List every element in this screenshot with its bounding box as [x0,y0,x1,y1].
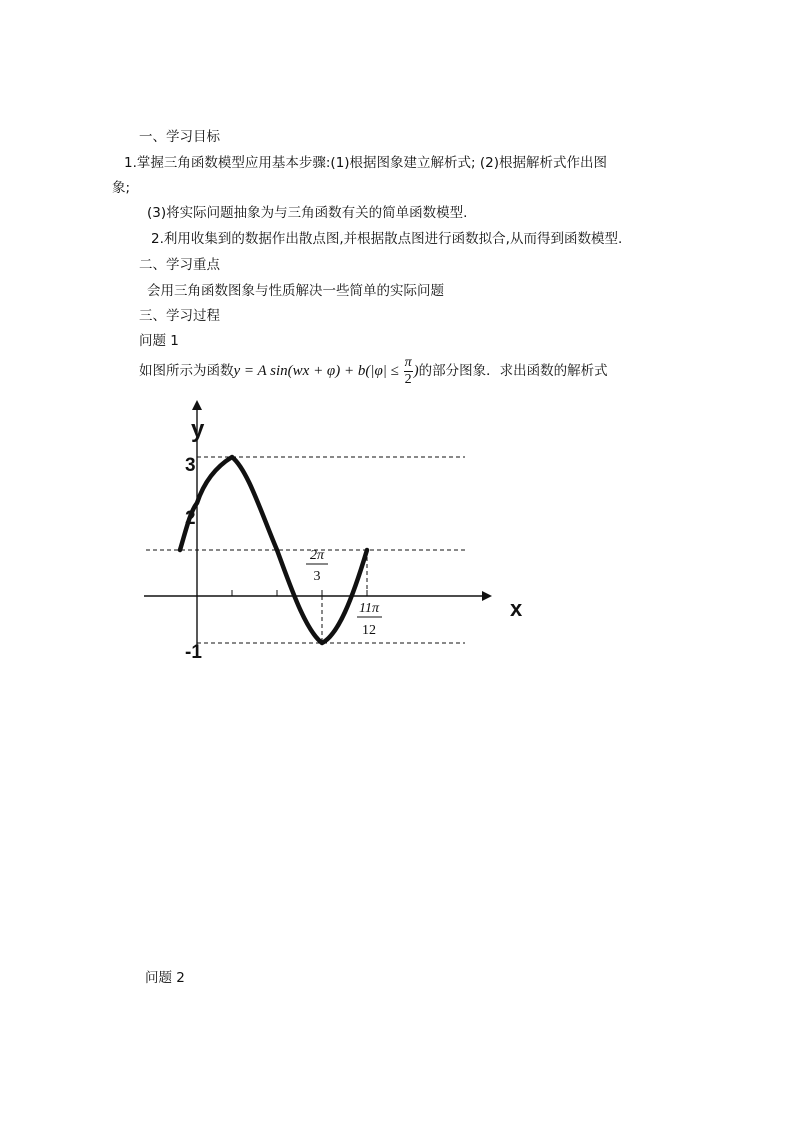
x-axis-arrow [482,591,492,601]
objective-1-line-1: 1.掌握三角函数模型应用基本步骤:(1)根据图象建立解析式; (2)根据解析式作出图 [124,155,608,171]
problem-1-suffix: 的部分图象．求出函数的解析式 [418,363,608,379]
x-tick-label-11pi12-num: 11π [359,601,379,616]
problem-1-title: 问题 1 [139,333,179,349]
objective-2: 2.利用收集到的数据作出散点图,并根据散点图进行函数拟合,从而得到函数模型. [151,231,623,247]
formula-close-paren: ) [413,363,419,379]
section2-heading: 二、学习重点 [139,257,220,273]
problem-1-statement [139,354,608,388]
problem-2-title: 问题 2 [145,970,185,986]
y-tick-label-min: -1 [185,642,202,663]
function-formula: y = A sin(wx + φ) + b(|φ| ≤ [233,363,403,379]
objective-1-line-2: 象; [112,180,131,196]
section3-heading: 三、学习过程 [139,308,220,324]
formula-fraction-denominator: 2 [404,371,412,387]
objective-1-line-3: (3)将实际问题抽象为与三角函数有关的简单函数模型. [147,205,468,221]
formula-fraction-numerator: π [404,354,412,370]
x-tick-label-2pi3-den: 3 [313,569,321,584]
x-axis-label: x [510,596,523,621]
x-tick-label-2pi3-num: 2π [309,548,325,563]
y-axis-arrow [192,400,202,410]
formula-fraction [404,355,413,388]
problem-1-prefix: 如图所示为函数 [139,363,234,379]
x-tick-label-11pi12-den: 12 [362,623,376,638]
sine-graph [0,390,794,710]
key-point-text: 会用三角函数图象与性质解决一些简单的实际问题 [147,283,444,299]
y-tick-label-max: 3 [185,455,196,476]
y-axis-label: y [191,416,205,443]
section1-heading: 一、学习目标 [139,129,220,145]
y-tick-label-intercept: 2 [185,508,196,529]
